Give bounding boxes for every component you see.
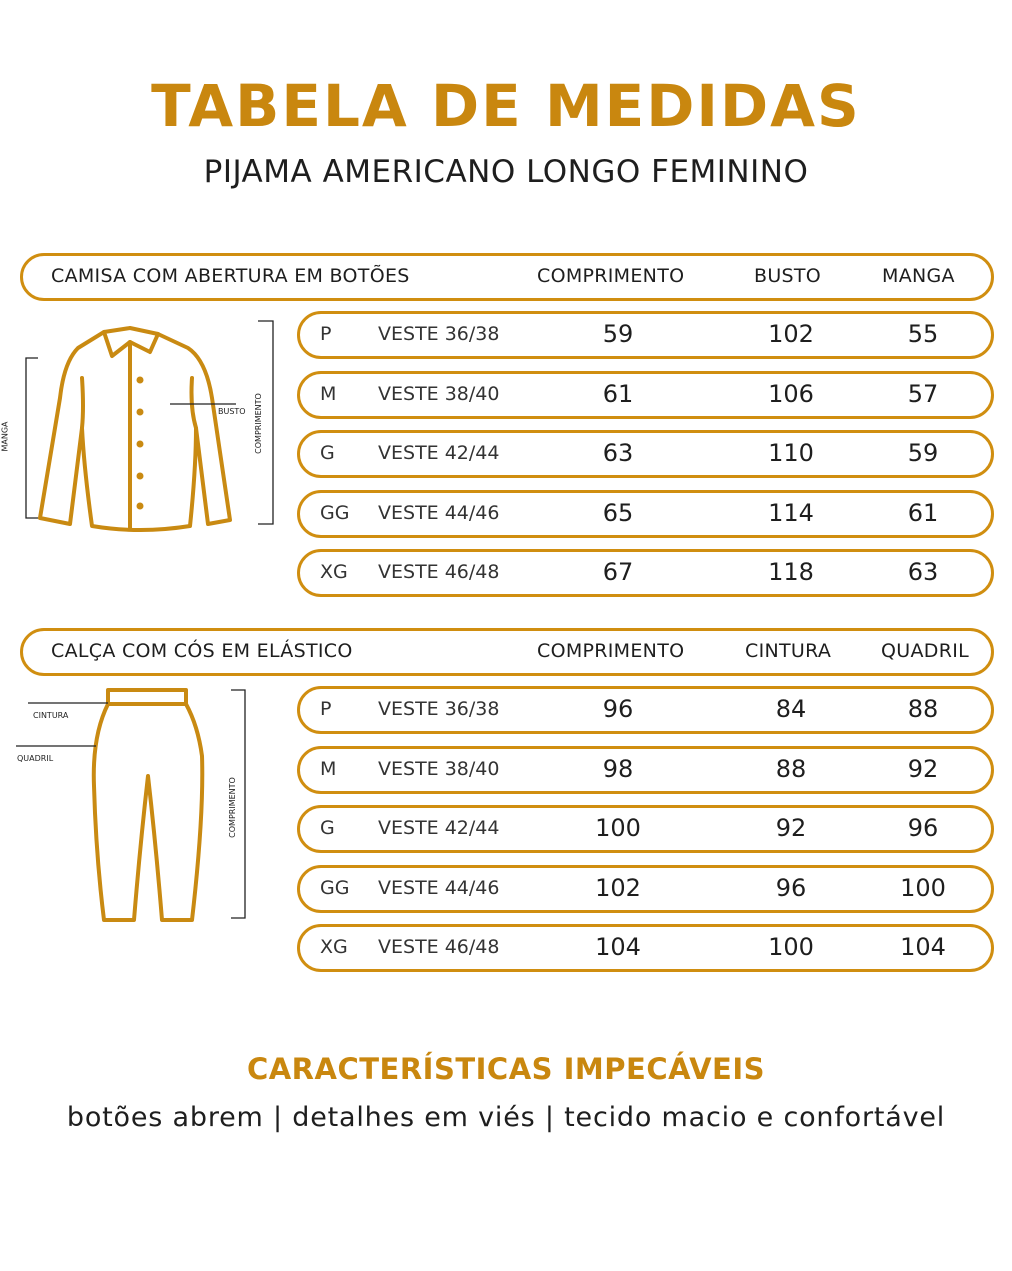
pants-col-comprimento: COMPRIMENTO — [537, 640, 685, 662]
value-comprimento: 98 — [602, 754, 634, 783]
veste-label: VESTE 44/46 — [378, 876, 500, 899]
value-comprimento: 63 — [602, 439, 634, 467]
shirt-size-row — [297, 311, 994, 359]
shirt-figure — [0, 318, 290, 538]
value-cintura: 84 — [775, 695, 807, 723]
shirt-header — [20, 253, 994, 301]
veste-label: VESTE 46/48 — [378, 936, 500, 958]
size-label: P — [320, 323, 332, 345]
veste-label: VESTE 38/40 — [378, 382, 500, 405]
shirt-label-comprimento: COMPRIMENTO — [253, 393, 263, 454]
value-cintura: 92 — [775, 814, 807, 842]
pants-section-title: CALÇA COM CÓS EM ELÁSTICO — [51, 640, 353, 662]
value-cintura: 96 — [775, 873, 807, 902]
pants-header — [20, 628, 994, 676]
pants-col-quadril: QUADRIL — [881, 640, 969, 662]
shirt-icon — [0, 318, 290, 538]
value-manga: 63 — [907, 558, 939, 586]
shirt-size-row — [297, 430, 994, 478]
pants-size-row — [297, 924, 994, 972]
features-text: botões abrem | detalhes em viés | tecido macio e confortável — [66, 1102, 946, 1133]
value-comprimento: 104 — [595, 933, 641, 961]
value-busto: 114 — [768, 498, 814, 527]
pants-size-row — [297, 686, 994, 734]
value-comprimento: 102 — [595, 873, 641, 902]
pants-label-cintura: CINTURA — [33, 711, 69, 720]
pants-icon — [0, 686, 290, 926]
size-label: GG — [320, 876, 350, 899]
value-busto: 102 — [768, 320, 814, 348]
size-label: XG — [320, 936, 348, 958]
value-quadril: 100 — [900, 873, 946, 902]
size-label: G — [320, 442, 335, 464]
pants-label-comprimento: COMPRIMENTO — [227, 777, 237, 838]
veste-label: VESTE 42/44 — [378, 817, 500, 839]
value-quadril: 104 — [900, 933, 946, 961]
shirt-label-busto: BUSTO — [218, 407, 246, 416]
pants-label-quadril: QUADRIL — [17, 754, 54, 763]
value-comprimento: 61 — [602, 379, 634, 408]
veste-label: VESTE 38/40 — [378, 757, 500, 780]
pants-figure — [0, 686, 290, 926]
shirt-section-title: CAMISA COM ABERTURA EM BOTÕES — [51, 265, 410, 287]
shirt-label-manga: MANGA — [0, 421, 10, 452]
value-quadril: 88 — [907, 695, 939, 723]
value-busto: 118 — [768, 558, 814, 586]
pants-size-row — [297, 805, 994, 853]
value-comprimento: 65 — [602, 498, 634, 527]
value-comprimento: 96 — [602, 695, 634, 723]
value-manga: 61 — [907, 498, 939, 527]
features-title: CARACTERÍSTICAS IMPECÁVEIS — [246, 1052, 766, 1086]
veste-label: VESTE 44/46 — [378, 501, 500, 524]
value-cintura: 100 — [768, 933, 814, 961]
size-label: M — [320, 382, 337, 405]
veste-label: VESTE 36/38 — [378, 698, 500, 720]
value-comprimento: 59 — [602, 320, 634, 348]
size-label: M — [320, 757, 337, 780]
value-comprimento: 67 — [602, 558, 634, 586]
value-comprimento: 100 — [595, 814, 641, 842]
value-quadril: 92 — [907, 754, 939, 783]
shirt-size-row — [297, 490, 994, 538]
value-manga: 55 — [907, 320, 939, 348]
size-label: XG — [320, 561, 348, 583]
value-busto: 110 — [768, 439, 814, 467]
value-manga: 59 — [907, 439, 939, 467]
pants-size-row — [297, 865, 994, 913]
value-cintura: 88 — [775, 754, 807, 783]
veste-label: VESTE 42/44 — [378, 442, 500, 464]
veste-label: VESTE 46/48 — [378, 561, 500, 583]
shirt-col-manga: MANGA — [882, 265, 955, 287]
shirt-col-busto: BUSTO — [754, 265, 822, 287]
shirt-size-row — [297, 549, 994, 597]
value-quadril: 96 — [907, 814, 939, 842]
value-busto: 106 — [768, 379, 814, 408]
page-subtitle: PIJAMA AMERICANO LONGO FEMININO — [203, 154, 809, 190]
page-title: TABELA DE MEDIDAS — [151, 72, 861, 140]
shirt-col-comprimento: COMPRIMENTO — [537, 265, 685, 287]
pants-size-row — [297, 746, 994, 794]
size-label: P — [320, 698, 332, 720]
value-manga: 57 — [907, 379, 939, 408]
size-label: G — [320, 817, 335, 839]
veste-label: VESTE 36/38 — [378, 323, 500, 345]
size-label: GG — [320, 501, 350, 524]
shirt-size-row — [297, 371, 994, 419]
pants-col-cintura: CINTURA — [745, 640, 832, 662]
